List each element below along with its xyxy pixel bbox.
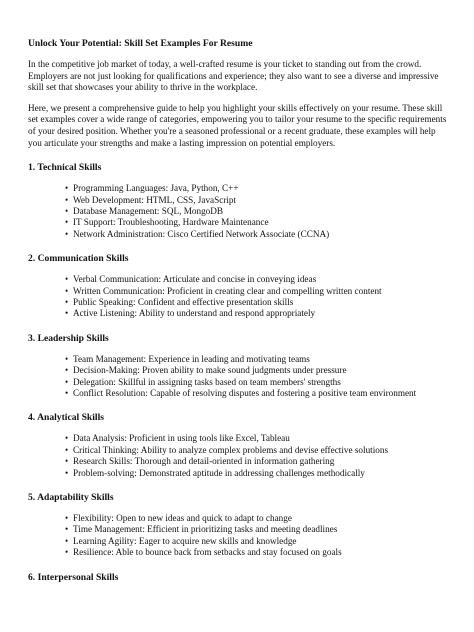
list-item [66,286,448,297]
skill-list [28,274,448,320]
list-item [66,388,448,399]
list-item-text: Active Listening: Ability to understand and respond appropriately [73,308,316,319]
list-item [66,365,448,376]
list-item [66,354,448,365]
intro-paragraph: In the competitive job market of today, a well-crafted resume is your ticket to standing out from the crowd. Employers are not just looking for qualifications and experience; they also want to see a diverse and impressive skill set that showcases your ability to thrive in the workplace. [28,59,439,93]
section-heading: 6. Interpersonal Skills [28,571,119,583]
list-item [66,433,448,444]
bullet-icon: • [65,228,69,239]
bullet-icon: • [65,205,69,216]
list-item-text: Time Management: Efficient in prioritizing tasks and meeting deadlines [73,524,338,535]
bullet-icon: • [65,467,69,478]
skill-list [28,354,448,400]
list-item-text: Network Administration: Cisco Certified Network Associate (CCNA) [73,228,330,239]
list-item-text: Team Management: Experience in leading and motivating teams [73,353,310,364]
bullet-icon: • [65,183,69,194]
bullet-icon: • [65,444,69,455]
bullet-icon: • [65,547,69,558]
list-item-text: Public Speaking: Confident and effective presentation skills [73,297,294,307]
list-item-text: Web Development: HTML, CSS, JavaScript [73,194,237,205]
bullet-icon: • [65,388,69,399]
list-item-text: Research Skills: Thorough and detail-oriented in information gathering [73,456,335,467]
list-item [66,536,448,547]
section-heading: 2. Communication Skills [28,253,129,265]
list-item [66,274,448,285]
skill-list [28,183,448,240]
bullet-icon: • [65,456,69,467]
section-heading: 3. Leadership Skills [28,332,109,344]
bullet-icon: • [65,297,69,307]
list-item [66,445,448,456]
bullet-icon: • [65,513,69,524]
intro-paragraph: Here, we present a comprehensive guide to help you highlight your skills effectively on your resume. These skill set examples cover a wide range of categories, empowering you to tailor your resume to the specific requirements of your desired position. Whether you're a seasoned professional or a recent graduate, these examples will help you articulate your strengths and make a lasting impression on potential employers. [28,102,447,148]
list-item-text: Verbal Communication: Articulate and concise in conveying ideas [73,274,317,285]
skill-list [28,513,448,559]
bullet-icon: • [65,285,69,296]
list-item-text: Flexibility: Open to new ideas and quick to adapt to change [73,513,292,524]
bullet-icon: • [65,194,69,205]
list-item [66,308,448,319]
list-item-text: Decision-Making: Proven ability to make sound judgments under pressure [73,365,347,376]
bullet-icon: • [65,308,69,319]
section-heading: 5. Adaptability Skills [28,492,114,504]
list-item-text: Delegation: Skillful in assigning tasks based on team members' strengths [73,376,341,387]
list-item [66,547,448,558]
skill-sections [28,162,448,584]
list-item [66,468,448,479]
bullet-icon: • [65,433,69,444]
document-page [28,38,448,593]
bullet-icon: • [65,376,69,387]
list-item-text: Conflict Resolution: Capable of resolving disputes and fostering a positive team environment [73,388,417,399]
list-item-text: Resilience: Able to bounce back from setbacks and stay focused on goals [73,547,342,558]
list-item [66,229,448,240]
document-title: Unlock Your Potential: Skill Set Examples For Resume [28,38,253,49]
bullet-icon: • [65,524,69,535]
list-item-text: Programming Languages: Java, Python, C++ [73,183,239,194]
list-item [66,524,448,535]
list-item-text: Problem-solving: Demonstrated aptitude in addressing challenges methodically [73,467,365,478]
bullet-icon: • [65,353,69,364]
section-heading: 4. Analytical Skills [28,412,104,424]
bullet-icon: • [65,217,69,228]
list-item-text: Learning Agility: Eager to acquire new skills and knowledge [73,535,297,546]
list-item [66,206,448,217]
list-item [66,456,448,467]
bullet-icon: • [65,535,69,546]
list-item-text: Critical Thinking: Ability to analyze complex problems and devise effective solutions [73,444,389,455]
list-item [66,377,448,388]
list-item [66,183,448,194]
list-item [66,297,448,308]
list-item-text: IT Support: Troubleshooting, Hardware Maintenance [73,217,269,228]
section-heading: 1. Technical Skills [28,162,102,174]
list-item [66,513,448,524]
bullet-icon: • [65,365,69,376]
list-item [66,195,448,206]
list-item-text: Written Communication: Proficient in creating clear and compelling written content [73,285,382,296]
list-item-text: Data Analysis: Proficient in using tools like Excel, Tableau [73,433,290,444]
bullet-icon: • [65,274,69,285]
skill-list [28,433,448,479]
list-item [66,217,448,228]
list-item-text: Database Management: SQL, MongoDB [73,205,224,216]
